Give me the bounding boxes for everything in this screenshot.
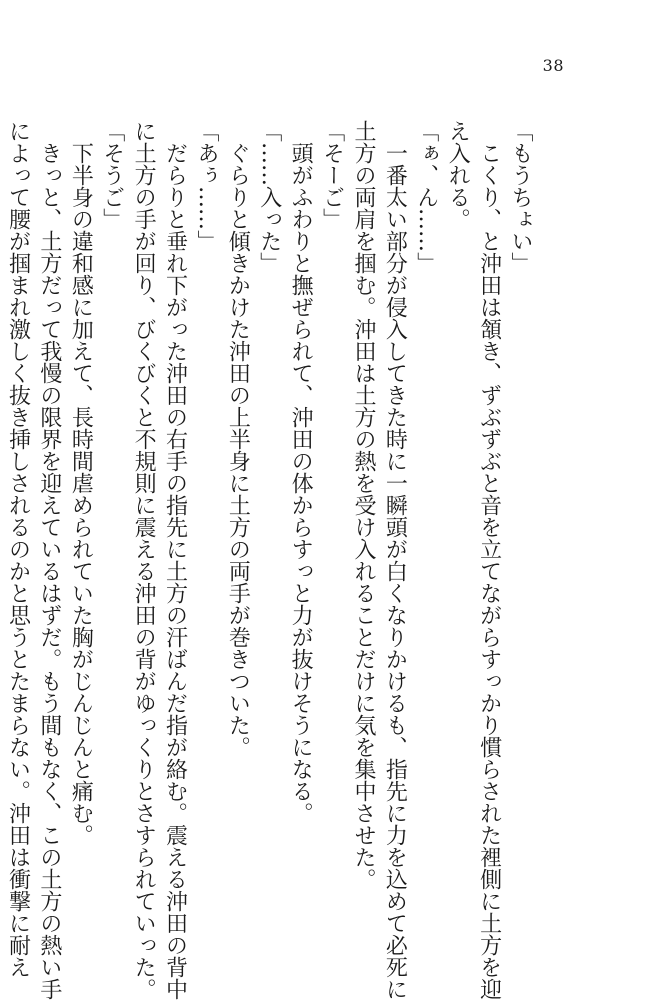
text-line: に土方の手が回り、びくびくと不規則に震える沖田の背がゆっくりとさすられていった。 <box>131 120 157 1000</box>
text-line: 土方の両肩を掴む。沖田は土方の熱を受け入れることだけに気を集中させた。 <box>350 120 376 890</box>
text-line: 「あぅ……」 <box>193 120 219 252</box>
text-line: きっと、土方だって我慢の限界を迎えているはずだ。もう間もなく、この土方の熱い手 <box>36 120 62 1000</box>
text-line: 「そーご」 <box>319 120 345 230</box>
vertical-text-body <box>5 120 536 1000</box>
text-line: ぐらりと傾きかけた沖田の上半身に土方の両手が巻きついた。 <box>225 120 251 758</box>
text-line: 「……入った」 <box>256 120 282 274</box>
page-number: 38 <box>542 56 564 75</box>
text-line: によって腰が掴まれ激しく抜き挿しされるのかと思うとたまらない。沖田は衝撃に耐え <box>5 120 31 978</box>
text-line: 下半身の違和感に加えて、長時間虐められていた胸がじんじんと痛む。 <box>68 120 94 846</box>
text-line: え入れる。 <box>445 120 471 230</box>
text-line: 「ぁ、ん……」 <box>413 120 439 274</box>
text-line: 一番太い部分が侵入してきた時に一瞬頭が白くなりかけるも、指先に力を込めて必死に <box>382 120 408 1000</box>
text-line: 「もうちょい」 <box>508 120 533 274</box>
text-line: こくり、と沖田は頷き、ずぶずぶと音を立てながらすっかり慣らされた裡側に土方を迎 <box>476 120 502 1000</box>
text-line: 頭がふわりと撫ぜられて、沖田の体からすっと力が抜けそうになる。 <box>288 120 314 824</box>
text-line: 「そうご」 <box>99 120 125 230</box>
text-line: だらりと垂れ下がった沖田の右手の指先に土方の汗ばんだ指が絡む。震える沖田の背中 <box>162 120 188 1000</box>
